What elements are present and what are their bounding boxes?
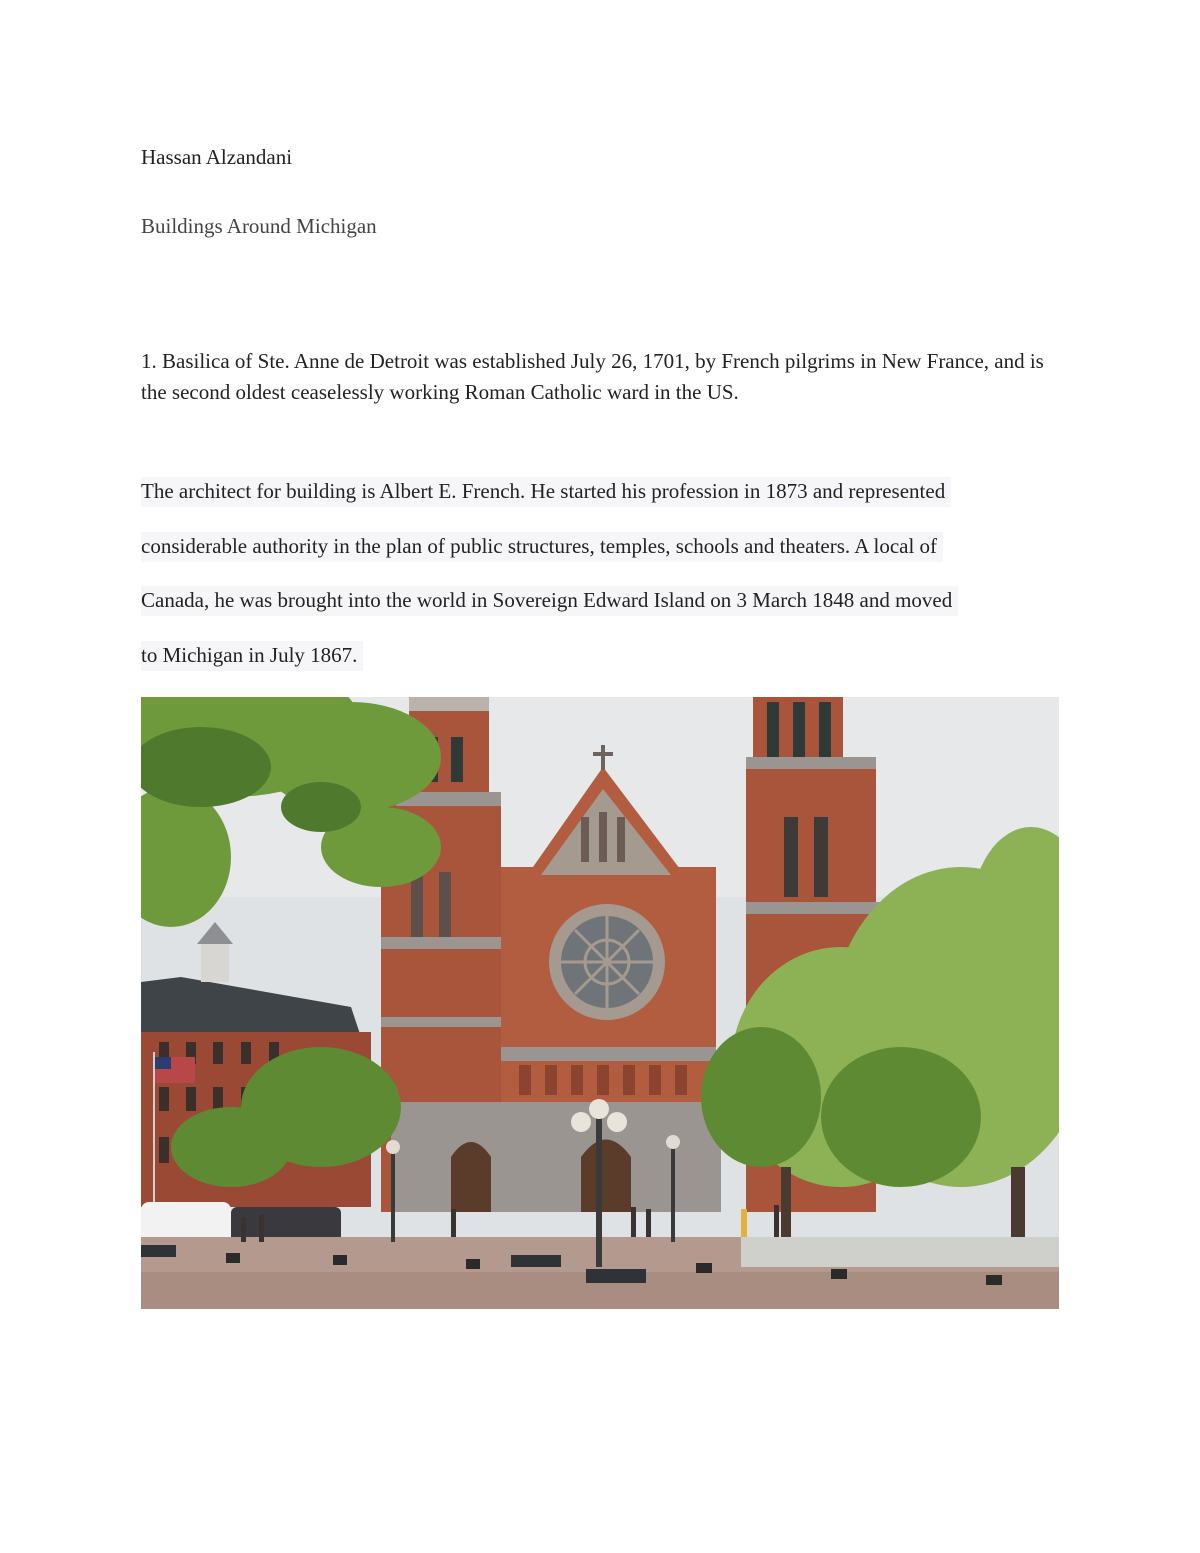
basilica-photo [141, 697, 1059, 1309]
paragraph-architect-line-2: considerable authority in the plan of public structures, temples, schools and theaters. A local of [141, 532, 943, 562]
paragraph-architect-line-3: Canada, he was brought into the world in Sovereign Edward Island on 3 March 1848 and moved [141, 586, 958, 616]
document-title: Buildings Around Michigan [141, 214, 377, 238]
author-name: Hassan Alzandani [141, 145, 293, 169]
paragraph-architect-line-4: to Michigan in July 1867. [141, 641, 363, 671]
paragraph-architect [141, 464, 1061, 682]
paragraph-architect-line-1: The architect for building is Albert E. French. He started his profession in 1873 and represented [141, 477, 951, 507]
paragraph-basilica-history: 1. Basilica of Ste. Anne de Detroit was established July 26, 1701, by French pilgrims in New France, and is the second oldest ceaselessly working Roman Catholic ward in the US. [141, 349, 1044, 404]
